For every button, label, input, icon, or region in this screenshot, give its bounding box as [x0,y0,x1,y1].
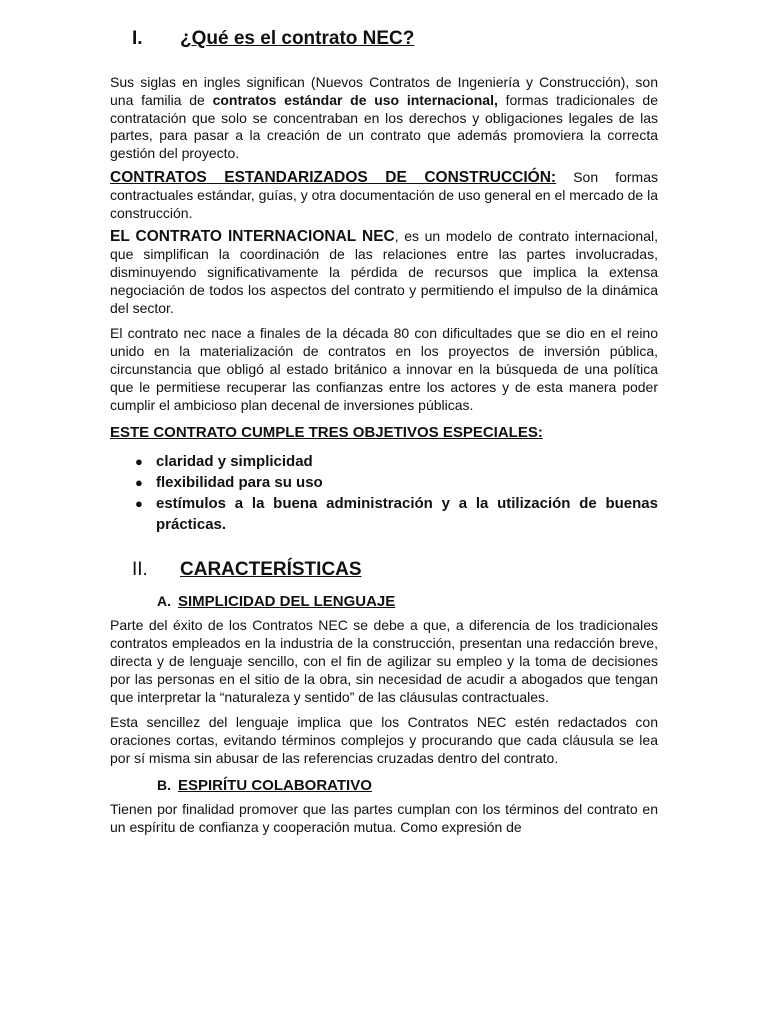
subsection-a-title: SIMPLICIDAD DEL LENGUAJE [178,593,396,611]
simplicity-paragraph-1: Parte del éxito de los Contratos NEC se debe a que, a diferencia de los tradicionales contratos empleados en la industria de la construcción, presentan una redacción breve, directa y de lenguaje sencillo, con el fin de agilizar su empleo y la toma de decisiones por las personas en el sitio de la obra, sin necesidad de acudir a abogados que tengan que interpretar la “naturaleza y sentido” de las cláusulas contractuales. [110,617,658,705]
standard-contracts-heading: CONTRATOS ESTANDARIZADOS DE CONSTRUCCIÓN: [110,168,557,186]
list-item: ● flexibilidad para su uso [135,474,323,492]
standard-contracts-paragraph: CONTRATOS ESTANDARIZADOS DE CONSTRUCCIÓN: Son formas contractuales estándar, guías, y otra documentación de uso general en el mercado de la construcción. [110,168,658,221]
subsection-a-letter: A. [157,593,171,610]
section-2-heading [110,559,658,593]
subsection-a-heading [157,593,658,617]
bullet-icon: ● [135,496,143,512]
simplicity-paragraph-2: Esta sencillez del lenguaje implica que los Contratos NEC estén redactados con oraciones cortas, evitando términos complejos y procurando que cada cláusula se lea por sí misma sin abusar de las referencias cruzadas dentro del contrato. [110,714,658,766]
document-page [110,28,658,836]
section-1-title: ¿Qué es el contrato NEC? [180,28,415,49]
list-item: ● claridad y simplicidad [135,453,313,471]
subsection-b-heading [157,777,658,801]
section-2-number: II. [132,559,148,581]
bullet-icon: ● [135,475,143,491]
section-1-number: I. [132,28,143,49]
objectives-heading: ESTE CONTRATO CUMPLE TRES OBJETIVOS ESPECIALES: [110,424,543,442]
international-contract-paragraph: EL CONTRATO INTERNACIONAL NEC, es un modelo de contrato internacional, que simplifican la coordinación de las relaciones entre las partes involucradas, disminuyendo significativamente la pérdida de recursos que implica la extensa negociación de todos los aspectos del contrato y permitiendo el impulso de la dinámica del sector. [110,228,658,316]
collaborative-paragraph-1: Tienen por finalidad promover que las partes cumplan con los términos del contrato en un espíritu de confianza y cooperación mutua. Como expresión de [110,800,658,835]
intro-paragraph: Sus siglas en ingles significan (Nuevos Contratos de Ingeniería y Construcción), son una familia de contratos estándar de uso internacional, formas tradicionales de contratación que solo se concentraban en los derechos y obligaciones legales de las partes, para pasar a la creación de un contrato que además promoviera la correcta gestión del proyecto. [110,74,658,162]
section-1-heading [110,28,658,66]
objectives-list [110,451,658,535]
bullet-icon: ● [135,454,143,470]
history-paragraph: El contrato nec nace a finales de la década 80 con dificultades que se dio en el reino unido en la materialización de contratos en los proyectos de inversión pública, circunstancia que obligó al estado británico a innovar en la búsqueda de una política que le permitiese recuperar las confianzas entre los actores y de esta manera poder cumplir el ambicioso plan decenal de inversiones públicas. [110,325,658,413]
section-2-title: CARACTERÍSTICAS [180,559,362,581]
list-item: ● estímulos a la buena administración y a la utilización de buenas prácticas. [135,495,658,534]
subsection-b-title: ESPIRÍTU COLABORATIVO [178,776,372,794]
subsection-b-letter: B. [157,776,171,793]
international-contract-heading: EL CONTRATO INTERNACIONAL NEC [110,228,395,246]
